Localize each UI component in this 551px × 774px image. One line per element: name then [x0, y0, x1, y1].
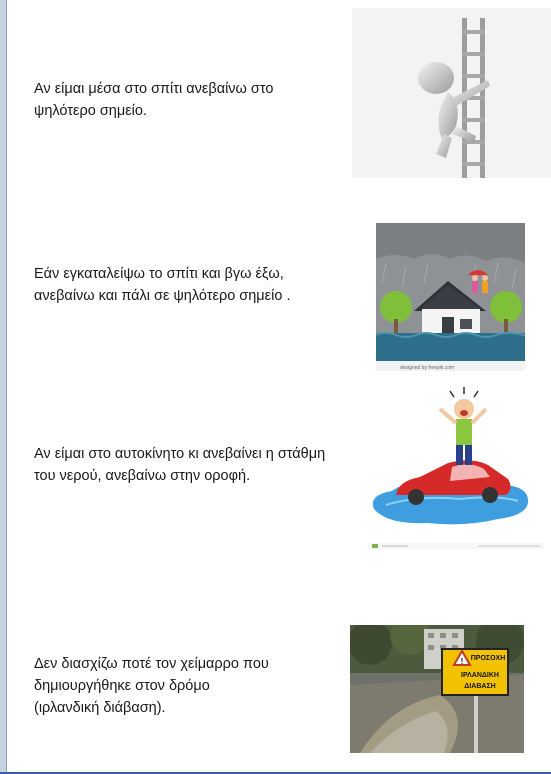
instruction-2-line-1: Εάν εγκαταλείψω το σπίτι και βγω έξω,: [34, 266, 284, 282]
instruction-1-line-2: ψηλότερο σημείο.: [34, 103, 147, 119]
svg-text:!: !: [460, 657, 464, 666]
house-credit-text: designed by freepik.com: [400, 365, 455, 371]
sign-text-line-1: ΠΡΟΣΟΧΗ: [470, 655, 506, 662]
instruction-4-line-3: (ιρλανδική διάβαση).: [34, 700, 166, 716]
instruction-3-line-2: του νερού, ανεβαίνω στην οροφή.: [34, 468, 251, 484]
instruction-text-1: [34, 78, 273, 122]
sign-text-line-2: ΙΡΛΑΝΔΙΚΗ: [461, 672, 499, 679]
instruction-text-2: [34, 263, 290, 307]
flooded-street-sign-photo: [350, 625, 524, 753]
instruction-4-line-2: δημιουργήθηκε στον δρόμο: [34, 678, 210, 694]
instruction-text-4: [34, 653, 269, 719]
sign-text-line-3: ΔΙΑΒΑΣΗ: [464, 683, 496, 690]
instruction-1-line-1: Αν είμαι μέσα στο σπίτι ανεβαίνω στο: [34, 81, 274, 97]
ladder-climber-illustration: [352, 8, 551, 178]
car-roof-flood-illustration: [368, 383, 544, 559]
instruction-3-line-1: Αν είμαι στο αυτοκίνητο κι ανεβαίνει η στάθμη: [34, 446, 326, 462]
flooded-house-illustration: [376, 223, 525, 371]
instruction-4-line-1: Δεν διασχίζω ποτέ τον χείμαρρο που: [34, 656, 269, 672]
instruction-text-3: [34, 443, 325, 487]
instruction-2-line-2: ανεβαίνω και πάλι σε ψηλότερο σημείο .: [34, 288, 291, 304]
left-margin-bar: [0, 0, 9, 774]
